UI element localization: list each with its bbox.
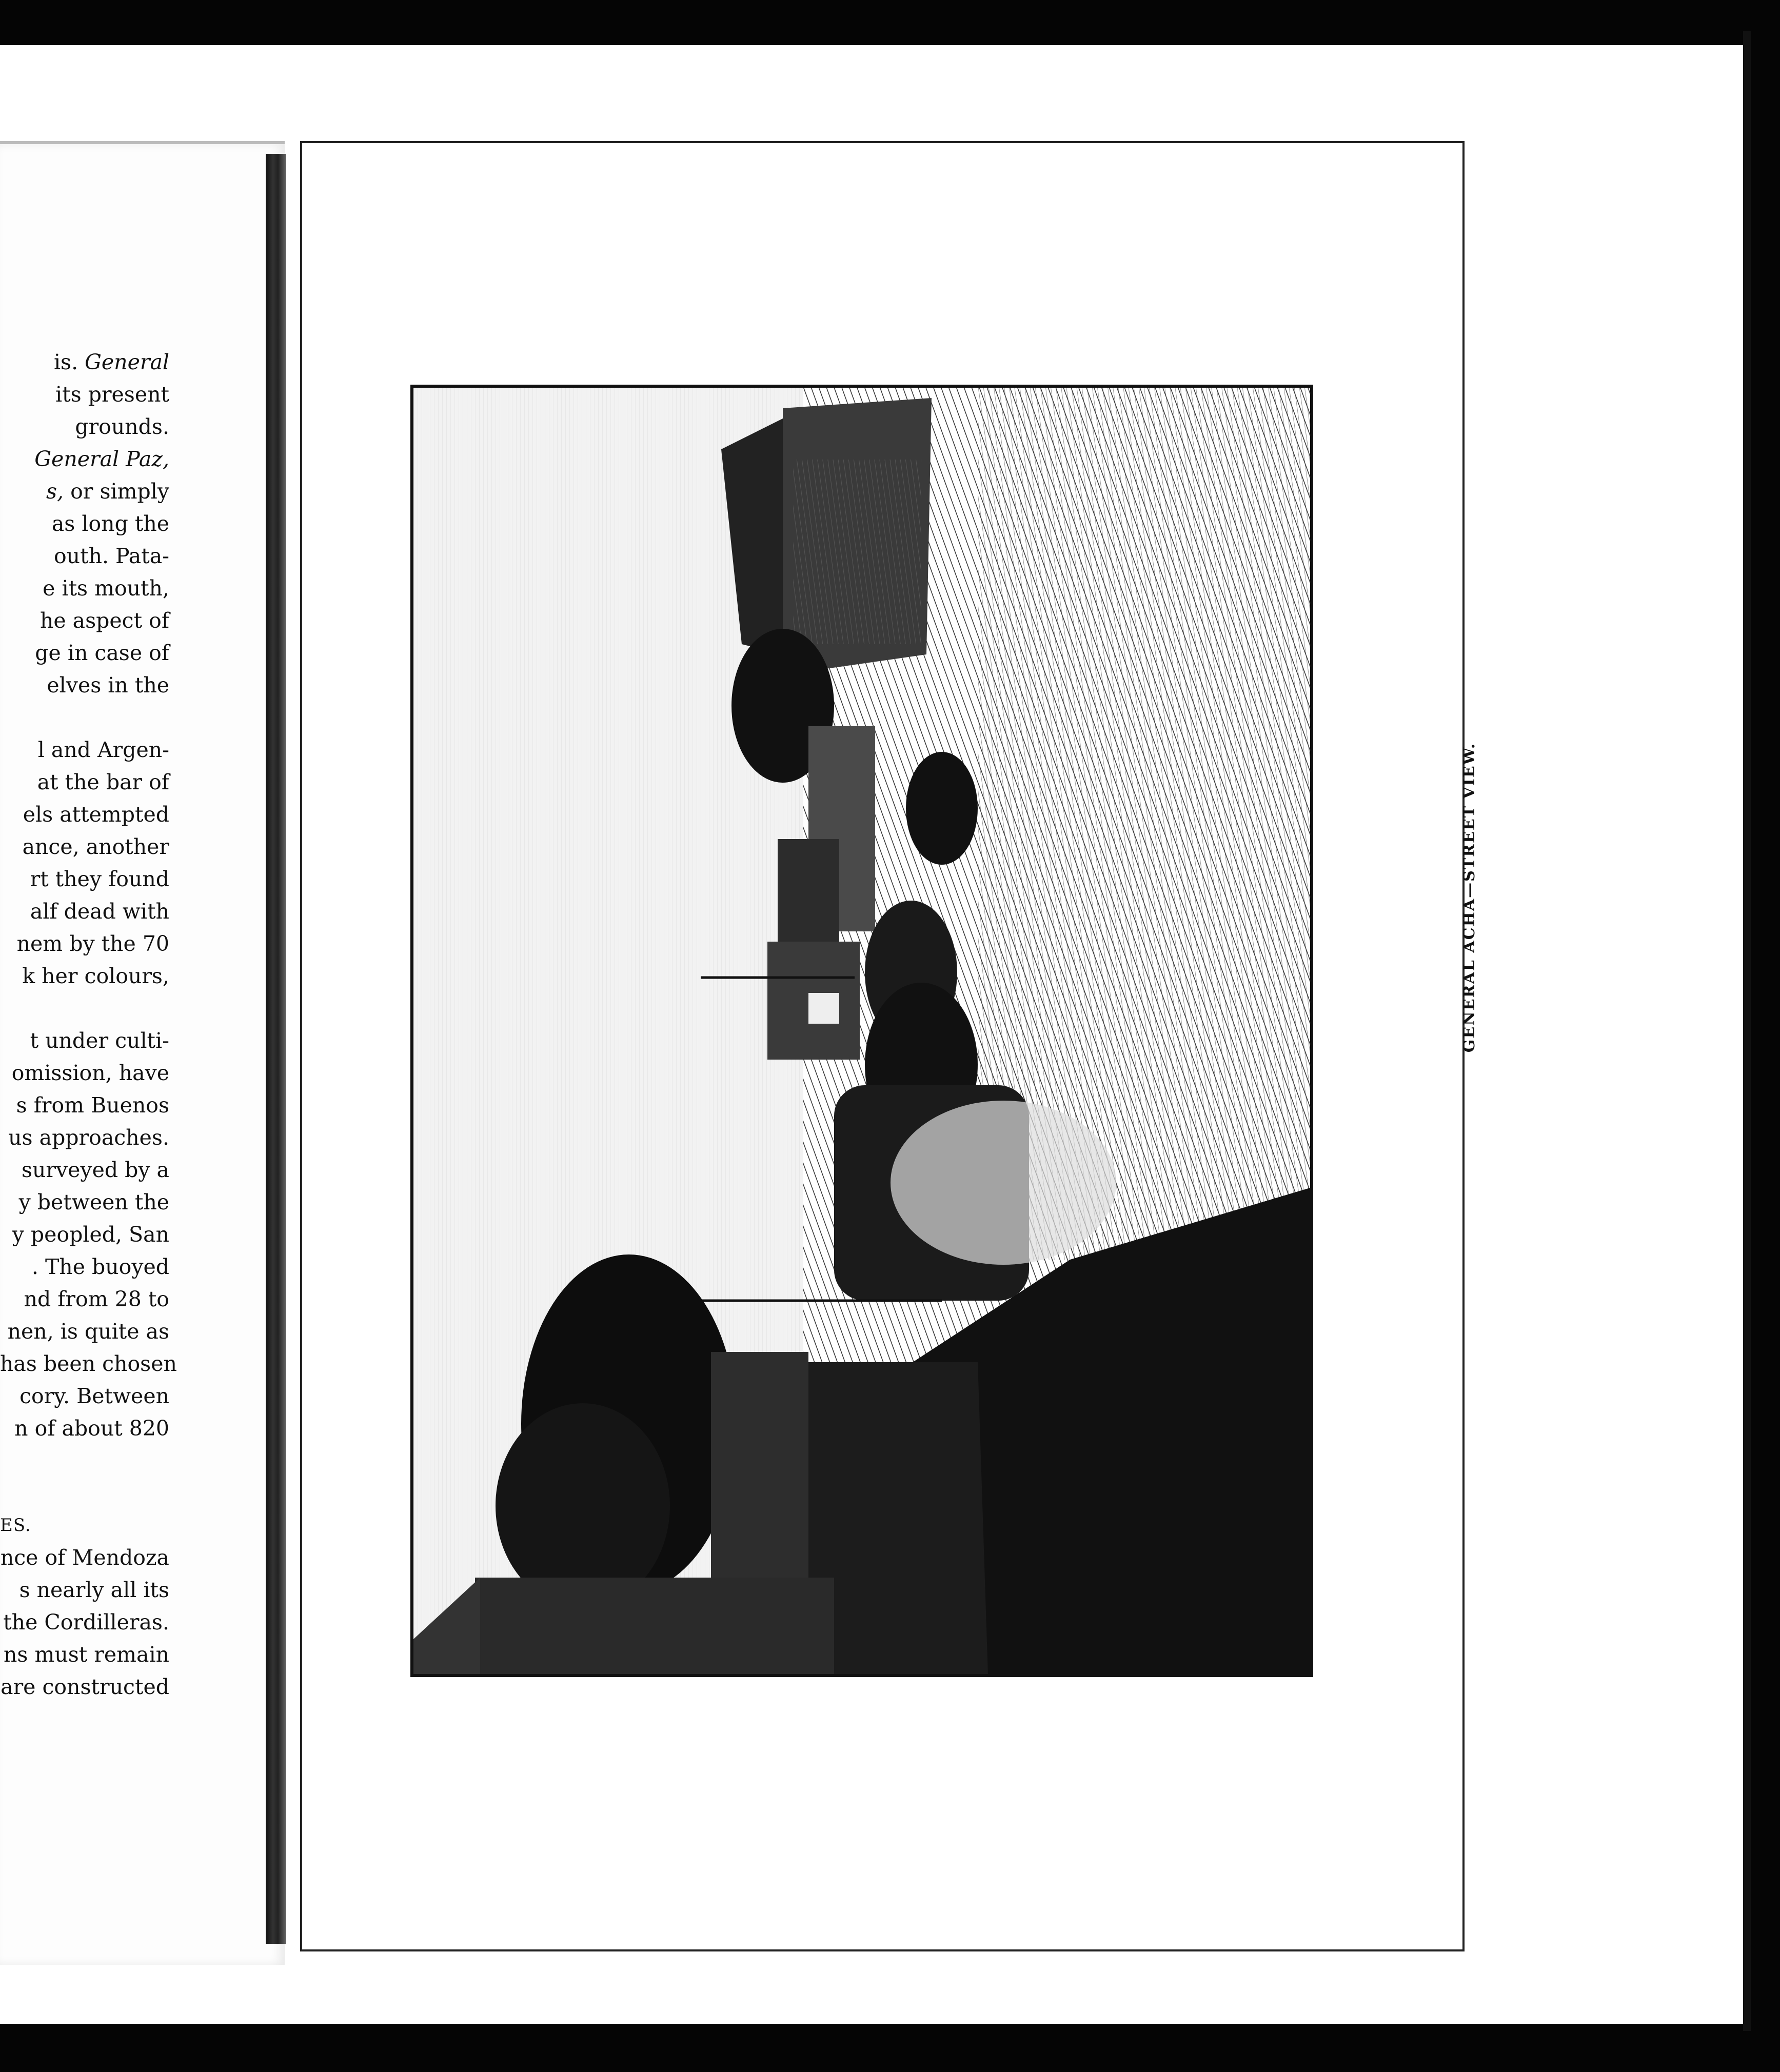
text-run: outh. Pata-	[54, 544, 169, 568]
text-line: ns must remain	[3, 1642, 169, 1667]
text-run: y peopled, San	[12, 1222, 169, 1247]
text-run: or simply	[64, 479, 169, 504]
italic-run: General Paz,	[34, 447, 169, 471]
text-line	[0, 572, 169, 605]
text-run: cory. Between	[19, 1384, 169, 1408]
text-line: are constructed	[1, 1675, 169, 1699]
text-run: us approaches.	[8, 1125, 169, 1150]
text-line: s nearly all its	[19, 1578, 169, 1602]
text-run: rt they found	[30, 867, 169, 891]
text-line	[0, 411, 169, 443]
engraving-plate	[410, 385, 1313, 1677]
text-run: ance, another	[22, 834, 169, 859]
text-line	[0, 508, 169, 540]
text-line	[0, 669, 169, 702]
text-run: n of about 820	[14, 1416, 169, 1441]
text-run: its present	[55, 382, 169, 407]
text-run: s from Buenos	[16, 1093, 169, 1118]
text-run: els attempted	[23, 802, 169, 827]
text-line	[0, 960, 169, 992]
text-line	[0, 1025, 169, 1057]
text-run: . The buoyed	[31, 1254, 169, 1279]
text-line	[0, 766, 169, 799]
section-heading: ES.	[0, 1515, 31, 1536]
text-line: nce of Mendoza	[0, 1545, 169, 1570]
text-line	[0, 1154, 169, 1186]
text-line	[0, 346, 169, 378]
text-line	[0, 475, 169, 508]
text-run: as long the	[51, 511, 169, 536]
text-line	[0, 863, 169, 895]
text-line	[0, 1186, 169, 1219]
plate-caption: GENERAL ACHA—STREET VIEW.	[1460, 742, 1478, 1053]
left-page-text	[0, 346, 177, 1703]
text-line	[0, 1251, 169, 1283]
text-line	[0, 734, 169, 766]
text-line	[0, 378, 169, 411]
text-run: alf dead with	[30, 899, 169, 924]
text-line	[0, 540, 169, 572]
text-line	[0, 799, 169, 831]
text-line	[0, 1283, 169, 1316]
text-line	[0, 1316, 169, 1348]
text-line	[0, 637, 169, 669]
text-run: nen, is quite as	[7, 1319, 169, 1344]
engraving-illustration	[413, 388, 1310, 1674]
text-run: nem by the 70	[16, 931, 169, 956]
text-line	[0, 1089, 169, 1122]
text-line	[0, 1412, 169, 1445]
text-line	[0, 1057, 169, 1089]
text-run: y between the	[18, 1190, 169, 1214]
text-run: at the bar of	[37, 770, 169, 794]
text-run: surveyed by a	[21, 1158, 169, 1182]
text-line	[0, 1122, 169, 1154]
paragraph-gap	[0, 702, 169, 734]
text-run: omission, have	[11, 1061, 169, 1085]
italic-run: General	[85, 350, 169, 374]
text-line	[0, 1380, 169, 1412]
text-line	[0, 443, 169, 475]
text-run: l and Argen-	[37, 738, 169, 762]
text-line	[0, 1219, 169, 1251]
text-run: k her colours,	[22, 964, 169, 988]
text-run: e its mouth,	[43, 576, 169, 601]
scan-edge	[1743, 31, 1751, 2031]
book-gutter	[266, 154, 286, 1944]
text-run: t under culti-	[30, 1028, 169, 1053]
text-line	[0, 928, 169, 960]
text-run: ge in case of	[35, 641, 169, 665]
section-gap	[0, 1445, 169, 1509]
italic-run: s,	[46, 479, 64, 504]
text-run: he aspect of	[39, 608, 169, 633]
text-run: nd from 28 to	[24, 1287, 169, 1311]
text-line	[0, 831, 169, 863]
text-line	[0, 605, 169, 637]
text-run: grounds.	[75, 414, 169, 439]
text-line	[0, 1348, 177, 1380]
text-line	[0, 895, 169, 928]
text-run: is.	[53, 350, 85, 374]
text-run: elves in the	[47, 673, 169, 698]
text-line: the Cordilleras.	[3, 1610, 169, 1635]
text-run: has been chosen	[0, 1351, 177, 1376]
paragraph-gap	[0, 992, 169, 1025]
